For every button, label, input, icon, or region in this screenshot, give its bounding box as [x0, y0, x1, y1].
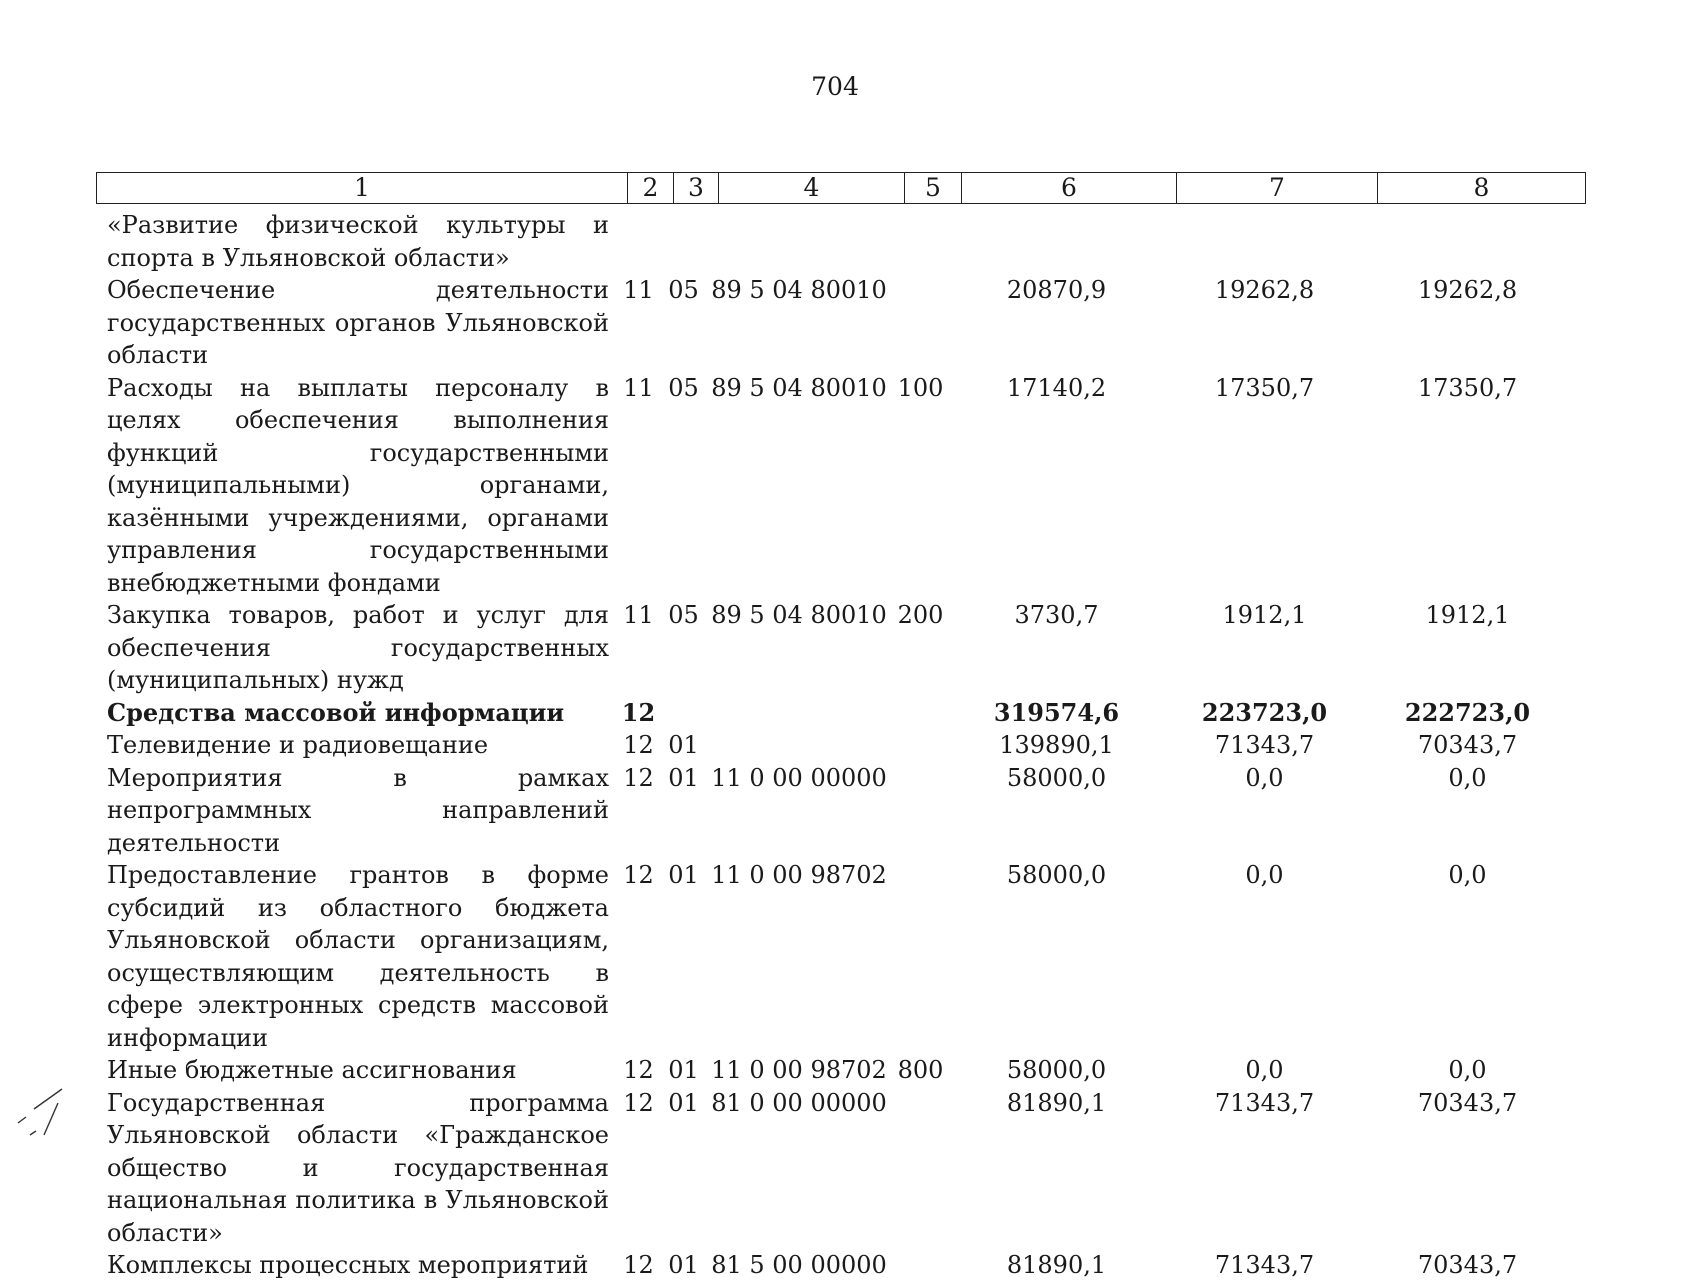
column-header-1: 1 [97, 173, 628, 204]
row-name: Телевидение и радиовещание [107, 731, 489, 759]
row-name: Предоставление грантов в форме субсидий из областного бюджета Ульяновской области организациям, осуществляющим деятельность в сфере электронных средств массовой информации [107, 861, 609, 1052]
row-value-6: 58000,0 [1006, 763, 1107, 792]
table-row [96, 1087, 1586, 1250]
row-value-6: 3730,7 [1014, 601, 1099, 629]
column-header-3: 3 [674, 173, 719, 204]
row-target-code: 89 5 04 80010 [711, 601, 887, 629]
row-value-7: 17350,7 [1214, 373, 1315, 402]
row-section: 11 [623, 601, 654, 629]
row-value-8: 0,0 [1448, 1056, 1487, 1084]
row-value-8: 17350,7 [1417, 373, 1518, 402]
row-name: «Развитие физической культуры и спорта в Ульяновской области» [107, 211, 609, 272]
row-value-6: 58000,0 [1006, 861, 1107, 889]
row-value-8: 70343,7 [1417, 1251, 1518, 1279]
row-name: Закупка товаров, работ и услуг для обеспечения государственных (муниципальных) нужд [107, 601, 609, 694]
column-header-7: 7 [1177, 173, 1378, 204]
row-value-8: 70343,7 [1417, 1088, 1518, 1117]
row-section: 12 [623, 731, 654, 759]
row-target-code: 89 5 04 80010 [711, 373, 887, 402]
row-target-code: 81 5 00 00000 [711, 1251, 887, 1279]
row-target-code: 81 0 00 00000 [711, 1088, 887, 1117]
row-value-7: 19262,8 [1214, 276, 1315, 304]
row-value-6: 81890,1 [1006, 1251, 1107, 1279]
row-name: Государственная программа Ульяновской области «Гражданское общество и государственная национальная политика в Ульяновской области» [107, 1088, 609, 1247]
row-section: 12 [621, 697, 656, 727]
column-header-8: 8 [1378, 173, 1586, 204]
row-section: 12 [623, 1056, 654, 1084]
row-value-7: 71343,7 [1214, 731, 1315, 759]
row-value-8: 0,0 [1448, 861, 1487, 889]
row-value-8: 1912,1 [1425, 601, 1510, 629]
row-value-6: 81890,1 [1006, 1088, 1107, 1117]
page-number: 704 [811, 72, 859, 101]
row-subsection: 01 [668, 1251, 699, 1279]
row-name: Мероприятия в рамках непрограммных направлений деятельности [107, 763, 609, 857]
row-name: Средства массовой информации [107, 697, 565, 727]
row-value-6: 139890,1 [999, 731, 1114, 759]
column-header-4: 4 [719, 173, 905, 204]
table-row-section-total [96, 697, 1586, 730]
row-value-8: 70343,7 [1417, 731, 1518, 759]
row-subsection: 01 [668, 1056, 699, 1084]
row-section: 12 [623, 1251, 654, 1279]
row-value-6: 17140,2 [1006, 373, 1107, 402]
row-name: Комплексы процессных мероприятий [107, 1251, 589, 1279]
row-target-code: 11 0 00 98702 [711, 861, 887, 889]
row-expense-type: 100 [897, 373, 944, 402]
table-row [96, 1249, 1586, 1282]
row-value-7: 223723,0 [1201, 697, 1328, 727]
table-row [96, 372, 1586, 600]
row-value-7: 0,0 [1245, 861, 1284, 889]
column-header-table [96, 172, 1586, 204]
row-value-8: 0,0 [1448, 763, 1487, 792]
row-value-6: 58000,0 [1006, 1056, 1107, 1084]
row-subsection: 05 [668, 373, 699, 402]
row-value-7: 0,0 [1245, 1056, 1284, 1084]
table-row [96, 274, 1586, 372]
table-row [96, 209, 1586, 274]
row-section: 12 [623, 1088, 654, 1117]
row-value-8: 19262,8 [1417, 276, 1518, 304]
row-value-6: 319574,6 [993, 697, 1120, 727]
row-expense-type: 800 [897, 1056, 944, 1084]
table-row [96, 859, 1586, 1054]
row-name: Иные бюджетные ассигнования [107, 1056, 517, 1084]
row-value-7: 1912,1 [1222, 601, 1307, 629]
row-expense-type: 200 [897, 601, 944, 629]
row-target-code: 11 0 00 00000 [711, 763, 887, 792]
row-subsection: 01 [668, 731, 699, 759]
row-target-code: 11 0 00 98702 [711, 1056, 887, 1084]
row-subsection: 01 [668, 1088, 699, 1117]
table-row [96, 729, 1586, 762]
row-section: 12 [623, 763, 654, 792]
column-header-2: 2 [628, 173, 674, 204]
column-header-5: 5 [905, 173, 962, 204]
column-header-6: 6 [962, 173, 1177, 204]
row-value-7: 0,0 [1245, 763, 1284, 792]
row-value-8: 222723,0 [1404, 697, 1531, 727]
table-row [96, 1054, 1586, 1087]
table-row [96, 599, 1586, 697]
row-subsection: 01 [668, 861, 699, 889]
table-row [96, 762, 1586, 860]
row-subsection: 05 [668, 601, 699, 629]
row-section: 11 [623, 276, 654, 304]
row-value-6: 20870,9 [1006, 276, 1107, 304]
row-section: 11 [623, 373, 654, 402]
row-section: 12 [623, 861, 654, 889]
table-body [96, 209, 1586, 1282]
row-target-code: 89 5 04 80010 [711, 276, 887, 304]
column-header-row [97, 173, 1586, 204]
row-subsection: 05 [668, 276, 699, 304]
row-value-7: 71343,7 [1214, 1088, 1315, 1117]
row-value-7: 71343,7 [1214, 1251, 1315, 1279]
row-subsection: 01 [668, 763, 699, 792]
pen-mark-scribble [14, 1085, 74, 1140]
row-name: Расходы на выплаты персоналу в целях обеспечения выполнения функций государственными (муниципальными) органами, казёнными учреждениями, органами управления государственными внебюджетными фондами [107, 373, 609, 597]
row-name: Обеспечение деятельности государственных органов Ульяновской области [107, 276, 609, 369]
